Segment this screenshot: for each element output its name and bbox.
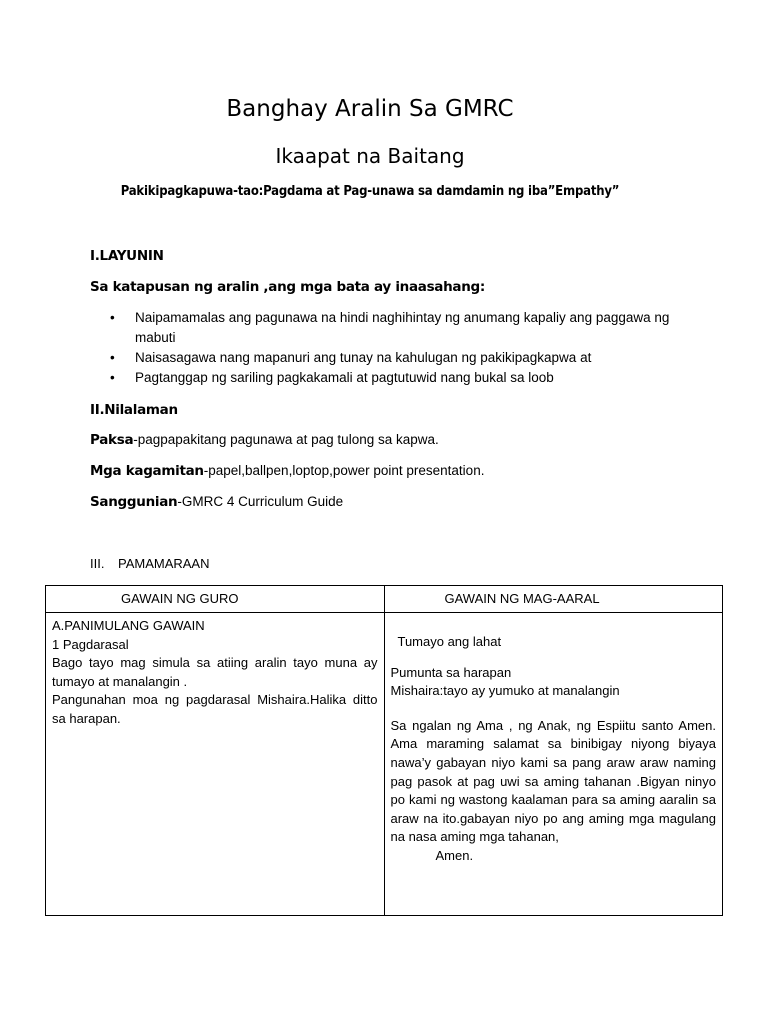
layunin-intro: Sa katapusan ng aralin ,ang mga bata ay inaasahang: bbox=[90, 279, 486, 295]
step-label: 1 Pagdarasal bbox=[52, 636, 129, 652]
bullet-icon: • bbox=[110, 310, 115, 325]
sub-heading: A.PANIMULANG GAWAIN bbox=[52, 618, 205, 633]
sanggunian-text: -GMRC 4 Curriculum Guide bbox=[177, 494, 344, 509]
nilalaman-heading: II.Nilalaman bbox=[90, 402, 178, 418]
bullet-icon: • bbox=[110, 370, 115, 385]
student-line-2: Pumunta sa harapan bbox=[390, 664, 512, 680]
kagamitan-text: -papel,ballpen,loptop,power point presentation. bbox=[203, 463, 485, 478]
layunin-heading: I.LAYUNIN bbox=[90, 248, 164, 264]
pamamaraan-heading bbox=[90, 556, 210, 571]
paksa-label: Paksa bbox=[90, 432, 134, 448]
column-header-mag-aaral: GAWAIN NG MAG-AARAL bbox=[384, 586, 723, 613]
topic-line: Pakikipagkapuwa-tao:Pagdama at Pag-unawa sa damdamin ng iba”Empathy” bbox=[120, 184, 620, 199]
prayer-text: Sa ngalan ng Ama , ng Anak, ng Espiitu santo Amen. Ama maraming salamat sa binibigay niyong biyaya nawa’y gabayan niyo kami sa pang araw araw naming pag pasok at pag uwi sa aming tahanan .Bigyan ninyo po kami ng wastong kaalaman para sa aming aaralin sa araw na ito.gabayan niyo po ang aming mga magulang na nasa aming mga tahanan, bbox=[390, 717, 716, 845]
table-header-row bbox=[46, 586, 723, 613]
list-item: • Naipamamalas ang pagunawa na hindi naghihintay ng anumang kapaliy ang paggawa ng mabuti bbox=[110, 310, 670, 345]
kagamitan-label: Mga kagamitan bbox=[90, 463, 204, 479]
teacher-paragraph-1: Bago tayo mag simula sa atiing aralin tayo muna ay tumayo at manalangin . bbox=[52, 655, 378, 689]
column-header-guro: GAWAIN NG GURO bbox=[46, 586, 385, 613]
grade-level: Ikaapat na Baitang bbox=[275, 144, 465, 168]
student-activity-cell bbox=[384, 613, 723, 916]
paksa-text: -pagpapakitang pagunawa at pag tulong sa kapwa. bbox=[133, 432, 439, 447]
sanggunian-label: Sanggunian bbox=[90, 494, 178, 510]
teacher-paragraph-2: Pangunahan moa ng pagdarasal Mishaira.Halika ditto sa harapan. bbox=[52, 692, 378, 726]
section-title: PAMAMARAAN bbox=[118, 556, 210, 571]
paksa-line bbox=[90, 432, 439, 448]
objectives-list bbox=[110, 308, 700, 388]
student-line-1: Tumayo ang lahat bbox=[390, 634, 502, 649]
bullet-icon: • bbox=[110, 350, 115, 365]
list-item: • Pagtanggap ng sariling pagkakamali at pagtutuwid nang bukal sa loob bbox=[110, 368, 700, 388]
sanggunian-line bbox=[90, 494, 343, 510]
section-number: III. bbox=[90, 556, 105, 571]
kagamitan-line bbox=[90, 463, 484, 479]
teacher-activity-cell bbox=[46, 613, 385, 916]
student-line-3: Mishaira:tayo ay yumuko at manalangin bbox=[390, 683, 620, 699]
activities-table bbox=[45, 585, 723, 916]
list-item: • Naisasagawa nang mapanuri ang tunay na kahulugan ng pakikipagkapwa at bbox=[110, 348, 700, 368]
amen-text: Amen. bbox=[435, 847, 474, 863]
document-title: Banghay Aralin Sa GMRC bbox=[226, 96, 514, 122]
table-row bbox=[46, 613, 723, 916]
